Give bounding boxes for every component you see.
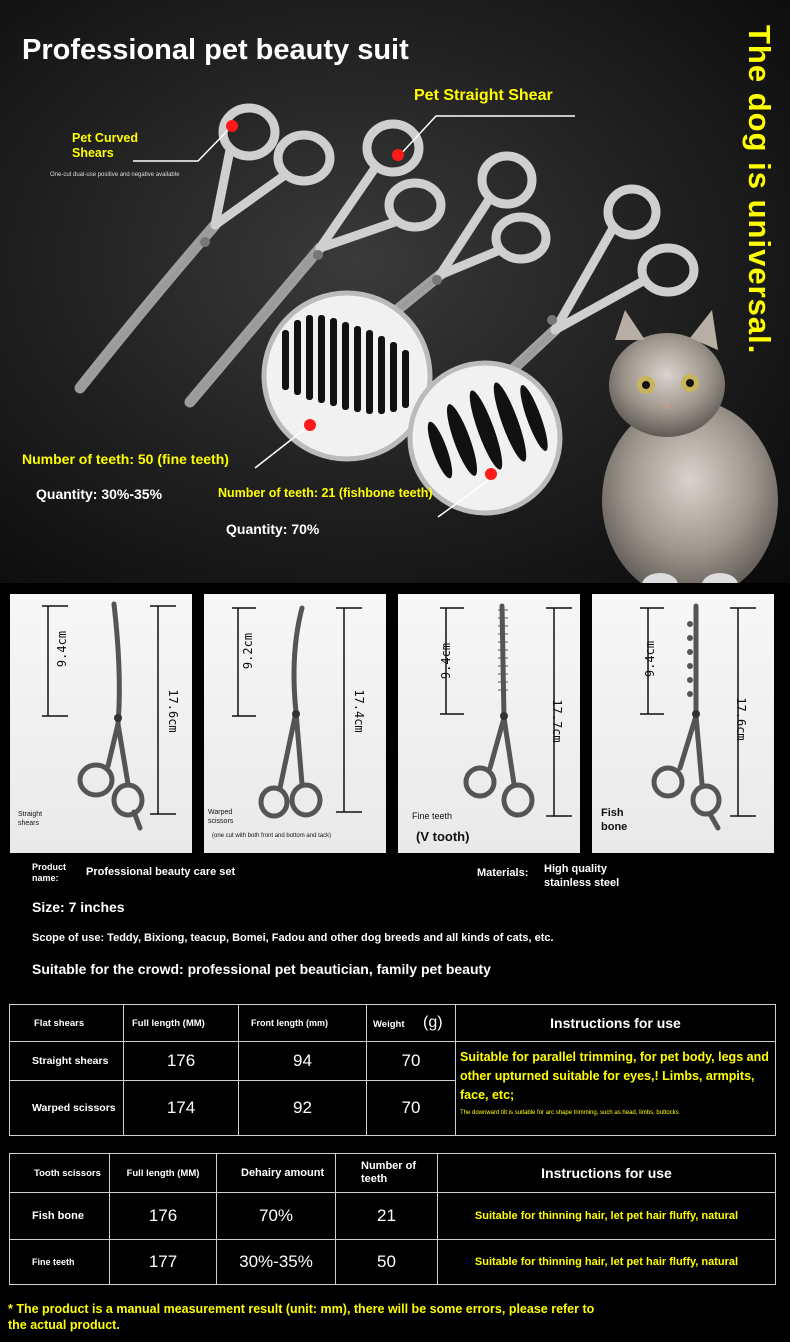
label-quantity-1: Quantity: 30%-35% xyxy=(36,486,163,502)
table-row-name: Fine teeth xyxy=(10,1240,110,1285)
table-row-name: Warped scissors xyxy=(10,1081,124,1136)
full-length-label: 17.6cm xyxy=(166,689,180,733)
table-row-name: Straight shears xyxy=(10,1042,124,1081)
card-caption: Warped scissors xyxy=(208,809,234,825)
side-title: The dog is universal. xyxy=(742,25,777,355)
scope-text: Scope of use: Teddy, Bixiong, teacup, Bomei, Fadou and other dog breeds and all kinds of cats, etc. xyxy=(32,932,554,944)
hero-banner xyxy=(0,0,790,583)
table-cell-instruction: Suitable for thinning hair, let pet hair fluffy, natural xyxy=(438,1240,776,1285)
front-length-label: 9.4cm xyxy=(643,640,657,678)
table-cell: 94 xyxy=(239,1042,367,1081)
product-name: Professional beauty care set xyxy=(86,866,236,878)
table-header: Dehairy amount xyxy=(217,1154,336,1193)
label-quantity-2: Quantity: 70% xyxy=(226,521,320,537)
table-header: Full length (MM) xyxy=(110,1154,217,1193)
hero-title: Professional pet beauty suit xyxy=(22,34,409,66)
materials-value: High quality stainless steel xyxy=(544,863,620,889)
product-name-label: Product name: xyxy=(32,862,67,883)
card-caption: Straight shears xyxy=(18,811,43,827)
table-header: Weight xyxy=(373,1019,405,1030)
table-cell: 70 xyxy=(367,1081,456,1136)
card-caption: Fish bone xyxy=(601,807,628,833)
full-length-label: 17.4cm xyxy=(352,689,366,733)
label-teeth-21: Number of teeth: 21 (fishbone teeth) xyxy=(218,486,433,500)
front-length-label: 9.2cm xyxy=(241,632,255,670)
table-header: Number of teeth xyxy=(336,1154,438,1193)
table-cell-instruction: Suitable for thinning hair, let pet hair fluffy, natural xyxy=(438,1193,776,1240)
table-cell: 92 xyxy=(239,1081,367,1136)
product-card-fine-teeth xyxy=(398,594,580,853)
front-length-label: 9.4cm xyxy=(55,630,69,668)
label-teeth-50: Number of teeth: 50 (fine teeth) xyxy=(22,451,229,467)
table-cell: 21 xyxy=(336,1193,438,1240)
table-cell: 70 xyxy=(367,1042,456,1081)
full-length-label: 17.7cm xyxy=(550,699,564,743)
full-length-label: 17.6cm xyxy=(734,697,748,741)
size-text: Size: 7 inches xyxy=(32,899,125,915)
tooth-scissors-table xyxy=(9,1153,776,1285)
table-header: Instructions for use xyxy=(438,1154,776,1193)
table-header: Flat shears xyxy=(10,1005,124,1042)
table-header: Tooth scissors xyxy=(10,1154,110,1193)
product-card-straight xyxy=(10,594,192,853)
card-caption-2: (V tooth) xyxy=(416,829,470,844)
table-header-unit: (g) xyxy=(422,1014,443,1031)
table-header: Full length (MM) xyxy=(124,1005,239,1042)
table-cell: 30%-35% xyxy=(217,1240,336,1285)
table-header: Instructions for use xyxy=(456,1005,776,1042)
table-cell: 50 xyxy=(336,1240,438,1285)
table-cell: 70% xyxy=(217,1193,336,1240)
instruction-main: Suitable for parallel trimming, for pet body, legs and other upturned suitable for eyes,! Limbs, armpits, face, etc; xyxy=(460,1050,769,1102)
instruction-small: The downward tilt is suitable for arc shape trimming, such as head, limbs, buttocks xyxy=(460,1110,679,1116)
product-card-warped xyxy=(204,594,386,853)
front-length-label: 9.4cm xyxy=(439,642,453,680)
table-row-name: Fish bone xyxy=(10,1193,110,1240)
card-note: (one cut with both front and bottom and tack) xyxy=(212,833,332,839)
product-card-fish-bone xyxy=(592,594,774,853)
label-curved-shears: Pet Curved Shears xyxy=(72,131,138,160)
crowd-text: Suitable for the crowd: professional pet beautician, family pet beauty xyxy=(32,961,491,977)
table-cell: 176 xyxy=(110,1193,217,1240)
table-header: Front length (mm) xyxy=(239,1005,367,1042)
footnote: * The product is a manual measurement result (unit: mm), there will be some errors, please refer to the actual product. xyxy=(8,1302,595,1332)
table-cell: 177 xyxy=(110,1240,217,1285)
label-curved-sub: One-cut dual-use positive and negative available xyxy=(50,172,180,178)
fine-teeth-zoom xyxy=(264,293,430,459)
label-straight-shear: Pet Straight Shear xyxy=(414,87,553,104)
flat-shears-table xyxy=(9,1004,776,1136)
table-cell: 174 xyxy=(124,1081,239,1136)
card-caption: Fine teeth xyxy=(412,811,453,821)
table-cell: 176 xyxy=(124,1042,239,1081)
materials-label: Materials: xyxy=(477,867,529,879)
